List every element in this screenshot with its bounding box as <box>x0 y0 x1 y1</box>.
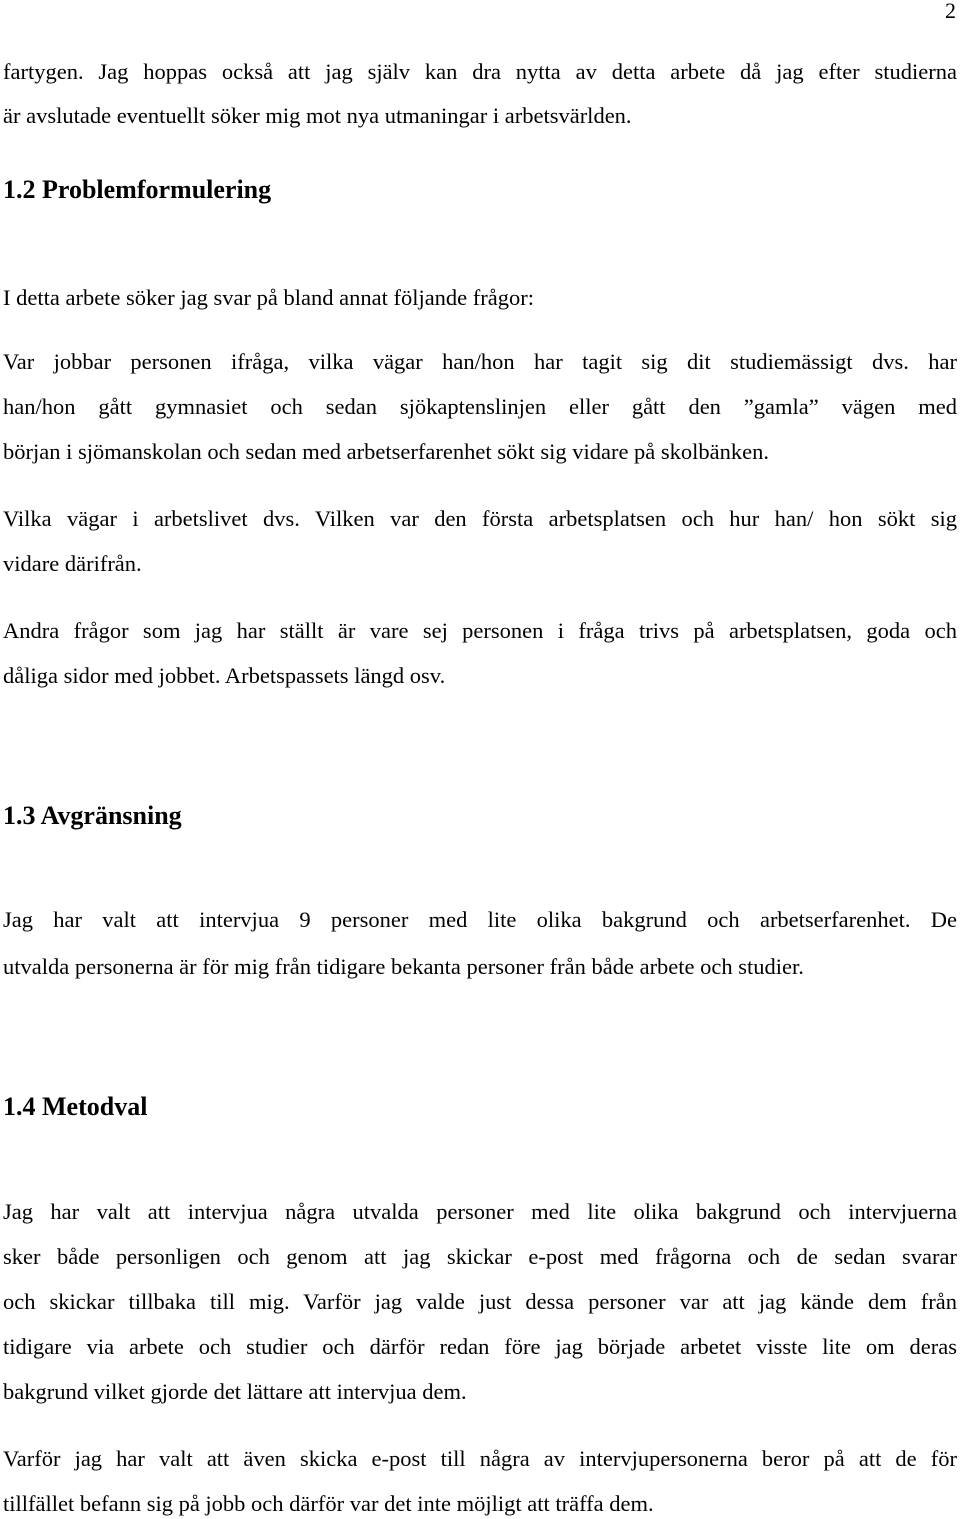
metodval-para1-line-3: och skickar tillbaka till mig. Varför jag valde just dessa personer var att jag kände dem från <box>3 1289 957 1314</box>
problem-para3-line-1: Andra frågor som jag har ställt är vare sej personen i fråga trivs på arbetsplatsen, goda och <box>3 618 957 643</box>
page-number: 2 <box>945 0 956 23</box>
section-heading-problemformulering: 1.2 Problemformulering <box>3 175 272 204</box>
problem-para2-line-1: Vilka vägar i arbetslivet dvs. Vilken var den första arbetsplatsen och hur han/ hon sökt sig <box>3 506 957 531</box>
metodval-para2-line-2: tillfället befann sig på jobb och därför var det inte möjligt att träffa dem. <box>3 1491 654 1516</box>
problem-para1-line-2: han/hon gått gymnasiet och sedan sjökaptenslinjen eller gått den ”gamla” vägen med <box>3 394 957 419</box>
intro-line-2: är avslutade eventuellt söker mig mot nya utmaningar i arbetsvärlden. <box>3 103 632 128</box>
metodval-para1-line-2: sker både personligen och genom att jag skickar e-post med frågorna och de sedan svarar <box>3 1244 957 1269</box>
intro-line-1: fartygen. Jag hoppas också att jag själv kan dra nytta av detta arbete då jag efter studierna <box>3 59 957 84</box>
problem-intro-text: I detta arbete söker jag svar på bland annat följande frågor: <box>3 285 535 310</box>
problem-para2-line-2: vidare därifrån. <box>3 551 142 576</box>
problem-para3-line-2: dåliga sidor med jobbet. Arbetspassets längd osv. <box>3 663 446 688</box>
problem-para1-line-3: början i sjömanskolan och sedan med arbetserfarenhet sökt sig vidare på skolbänken. <box>3 439 770 464</box>
metodval-para1-line-5: bakgrund vilket gjorde det lättare att intervjua dem. <box>3 1379 467 1404</box>
section-heading-avgransning: 1.3 Avgränsning <box>3 801 182 830</box>
avgransning-line-2: utvalda personerna är för mig från tidigare bekanta personer från både arbete och studier. <box>3 954 804 979</box>
section-heading-metodval: 1.4 Metodval <box>3 1092 148 1121</box>
metodval-para2-line-1: Varför jag har valt att även skicka e-post till några av intervjupersonerna beror på att de för <box>3 1446 957 1471</box>
metodval-para1-line-4: tidigare via arbete och studier och därför redan före jag började arbetet visste lite om deras <box>3 1334 957 1359</box>
metodval-para1-line-1: Jag har valt att intervjua några utvalda personer med lite olika bakgrund och intervjuerna <box>3 1199 957 1224</box>
problem-para1-line-1: Var jobbar personen ifråga, vilka vägar han/hon har tagit sig dit studiemässigt dvs. har <box>3 349 957 374</box>
avgransning-line-1: Jag har valt att intervjua 9 personer med lite olika bakgrund och arbetserfarenhet. De <box>3 907 957 932</box>
